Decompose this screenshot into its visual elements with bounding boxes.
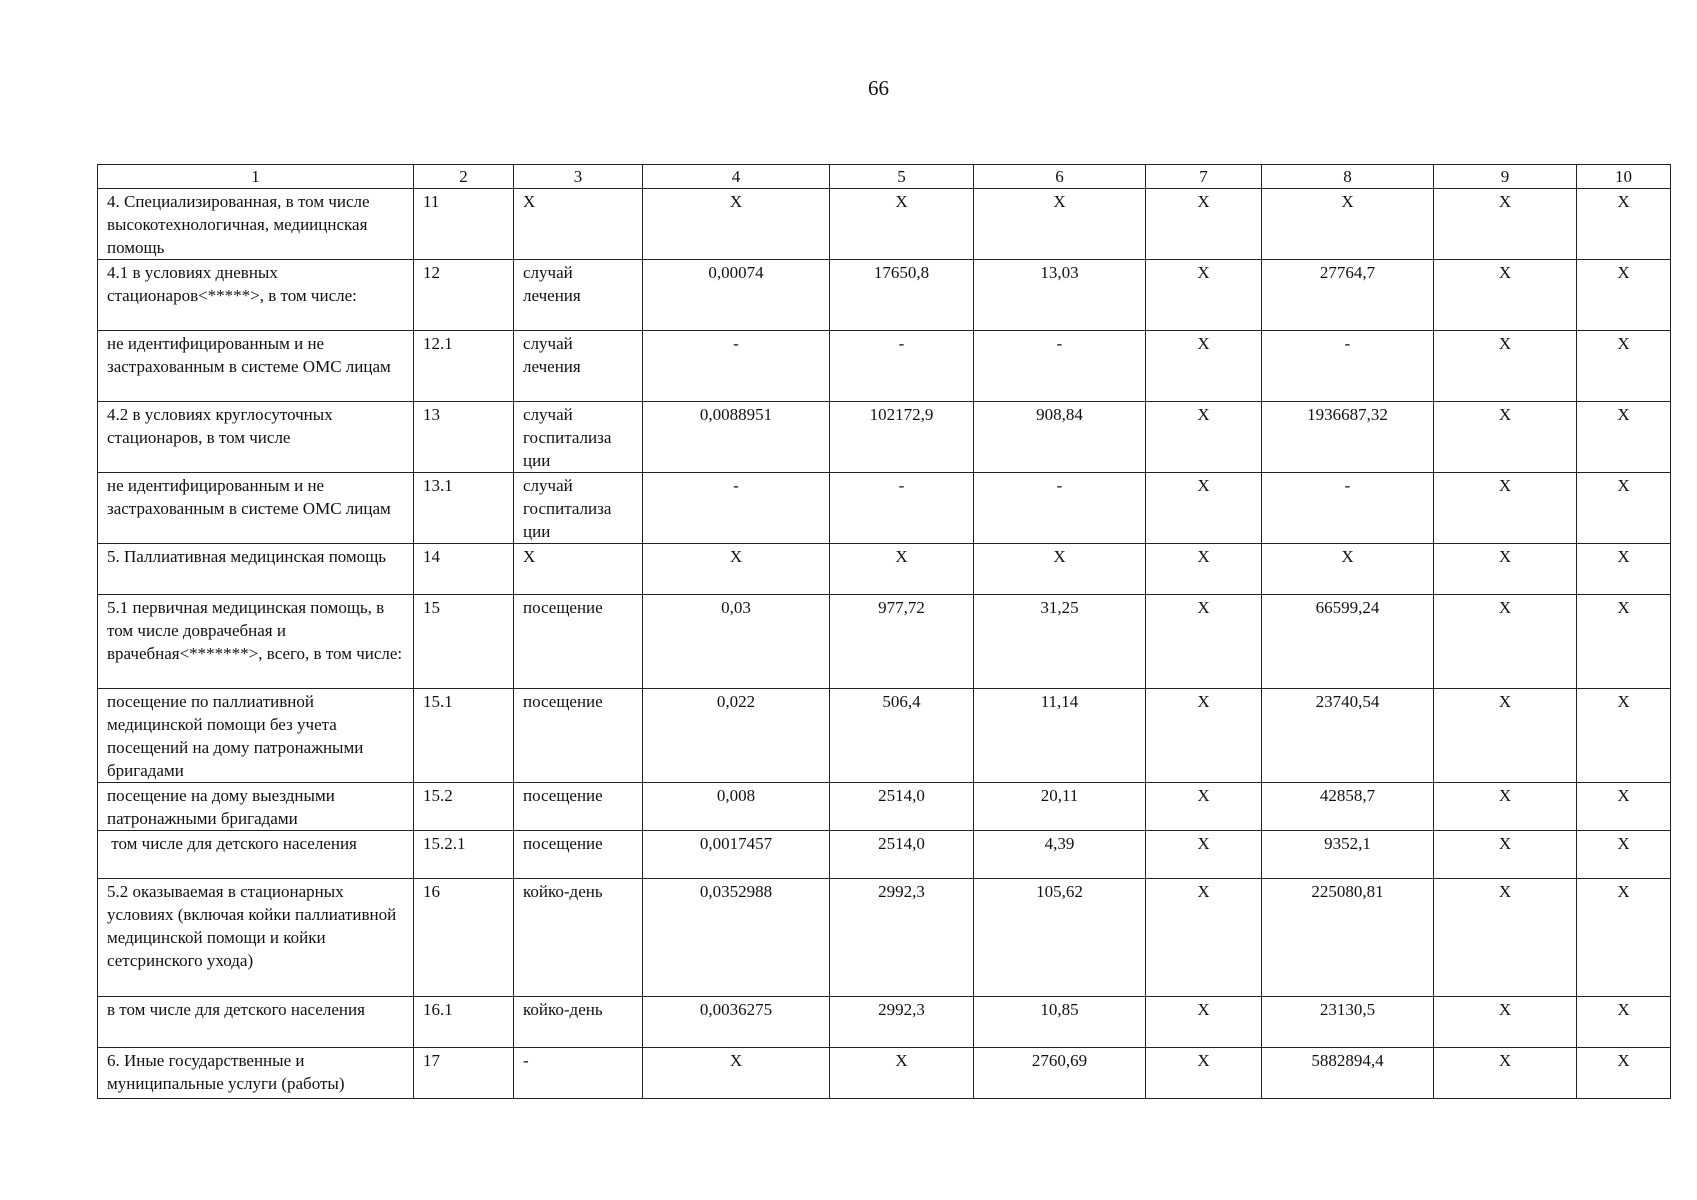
cell-col-4: 0,0017457	[643, 831, 830, 879]
column-header-8: 8	[1262, 165, 1434, 189]
cell-col-9: Х	[1434, 402, 1577, 473]
cell-row-number: 15	[414, 595, 514, 689]
cell-col-8: -	[1262, 331, 1434, 402]
cell-col-6: 908,84	[974, 402, 1146, 473]
cell-row-number: 13	[414, 402, 514, 473]
cell-unit: посещение	[514, 831, 643, 879]
cell-name: в том числе для детского населения	[98, 997, 414, 1048]
cell-col-7: Х	[1146, 997, 1262, 1048]
cell-col-9: Х	[1434, 831, 1577, 879]
cell-col-7: Х	[1146, 783, 1262, 831]
table-row	[98, 402, 1671, 473]
cell-col-10: Х	[1577, 331, 1671, 402]
cell-col-8: -	[1262, 473, 1434, 544]
cell-col-8: 225080,81	[1262, 879, 1434, 997]
cell-name: 5.1 первичная медицинская помощь, в том числе доврачебная и врачебная<*******>, всего, в том числе:	[98, 595, 414, 689]
cell-unit: случай госпитализа ции	[514, 473, 643, 544]
table-row	[98, 879, 1671, 997]
cell-col-5: 2514,0	[830, 783, 974, 831]
cell-col-8: 42858,7	[1262, 783, 1434, 831]
cell-col-9: Х	[1434, 473, 1577, 544]
cell-col-5: Х	[830, 1048, 974, 1099]
cell-col-9: Х	[1434, 189, 1577, 260]
cell-col-4: 0,022	[643, 689, 830, 783]
cell-col-10: Х	[1577, 1048, 1671, 1099]
cell-col-10: Х	[1577, 402, 1671, 473]
cell-col-5: Х	[830, 544, 974, 595]
column-header-9: 9	[1434, 165, 1577, 189]
cell-name: 6. Иные государственные и муниципальные услуги (работы)	[98, 1048, 414, 1099]
cell-col-9: Х	[1434, 260, 1577, 331]
table-row	[98, 331, 1671, 402]
cell-col-8: Х	[1262, 189, 1434, 260]
column-header-3: 3	[514, 165, 643, 189]
cell-unit: -	[514, 1048, 643, 1099]
cell-col-6: 13,03	[974, 260, 1146, 331]
cell-col-6: Х	[974, 189, 1146, 260]
cell-col-8: 9352,1	[1262, 831, 1434, 879]
cell-col-10: Х	[1577, 544, 1671, 595]
cell-col-8: Х	[1262, 544, 1434, 595]
cell-col-9: Х	[1434, 783, 1577, 831]
cell-col-5: 2992,3	[830, 879, 974, 997]
cell-name: посещение по паллиативной медицинской помощи без учета посещений на дому патронажными бригадами	[98, 689, 414, 783]
cell-col-10: Х	[1577, 189, 1671, 260]
cell-col-4: 0,0088951	[643, 402, 830, 473]
table-row	[98, 595, 1671, 689]
cell-col-8: 1936687,32	[1262, 402, 1434, 473]
cell-row-number: 11	[414, 189, 514, 260]
cell-col-7: Х	[1146, 595, 1262, 689]
cell-row-number: 16.1	[414, 997, 514, 1048]
cell-name: 5. Паллиативная медицинская помощь	[98, 544, 414, 595]
cell-col-7: Х	[1146, 331, 1262, 402]
cell-col-4: Х	[643, 544, 830, 595]
cell-col-9: Х	[1434, 331, 1577, 402]
cell-col-7: Х	[1146, 260, 1262, 331]
cell-col-8: 66599,24	[1262, 595, 1434, 689]
cell-col-9: Х	[1434, 595, 1577, 689]
cell-name: 4.1 в условиях дневных стационаров<*****>, в том числе:	[98, 260, 414, 331]
cell-col-10: Х	[1577, 595, 1671, 689]
cell-col-4: 0,03	[643, 595, 830, 689]
table-row	[98, 783, 1671, 831]
cell-col-5: 2992,3	[830, 997, 974, 1048]
cell-col-5: 2514,0	[830, 831, 974, 879]
cell-col-10: Х	[1577, 879, 1671, 997]
cell-name: том числе для детского населения	[98, 831, 414, 879]
column-header-4: 4	[643, 165, 830, 189]
cell-col-6: 105,62	[974, 879, 1146, 997]
cell-col-6: 2760,69	[974, 1048, 1146, 1099]
cell-col-5: 506,4	[830, 689, 974, 783]
cell-name: посещение на дому выездными патронажными бригадами	[98, 783, 414, 831]
cell-unit: случай лечения	[514, 260, 643, 331]
cell-unit: случай госпитализа ции	[514, 402, 643, 473]
cell-col-5: 102172,9	[830, 402, 974, 473]
cell-col-7: Х	[1146, 831, 1262, 879]
cell-unit: посещение	[514, 783, 643, 831]
cell-col-10: Х	[1577, 689, 1671, 783]
cell-col-8: 23740,54	[1262, 689, 1434, 783]
cell-row-number: 15.2	[414, 783, 514, 831]
cell-col-9: Х	[1434, 689, 1577, 783]
cell-col-7: Х	[1146, 1048, 1262, 1099]
cell-col-10: Х	[1577, 831, 1671, 879]
cell-col-7: Х	[1146, 189, 1262, 260]
table-row	[98, 997, 1671, 1048]
cell-col-9: Х	[1434, 544, 1577, 595]
cell-unit: случай лечения	[514, 331, 643, 402]
cell-unit: посещение	[514, 689, 643, 783]
cell-unit: Х	[514, 189, 643, 260]
cell-row-number: 15.1	[414, 689, 514, 783]
cell-col-9: Х	[1434, 879, 1577, 997]
cell-col-4: 0,0352988	[643, 879, 830, 997]
cell-col-4: 0,0036275	[643, 997, 830, 1048]
cell-col-7: Х	[1146, 879, 1262, 997]
cell-col-10: Х	[1577, 997, 1671, 1048]
cell-unit: койко-день	[514, 997, 643, 1048]
cell-name: 4. Специализированная, в том числе высокотехнологичная, медиицнская помощь	[98, 189, 414, 260]
table-row	[98, 544, 1671, 595]
cell-col-8: 23130,5	[1262, 997, 1434, 1048]
table-row	[98, 473, 1671, 544]
cell-col-10: Х	[1577, 260, 1671, 331]
cell-col-5: 17650,8	[830, 260, 974, 331]
cell-col-6: -	[974, 473, 1146, 544]
cell-col-8: 5882894,4	[1262, 1048, 1434, 1099]
cell-col-10: Х	[1577, 783, 1671, 831]
cell-col-6: 4,39	[974, 831, 1146, 879]
cell-name: не идентифицированным и не застрахованным в системе ОМС лицам	[98, 331, 414, 402]
cell-col-9: Х	[1434, 1048, 1577, 1099]
table-row	[98, 1048, 1671, 1099]
cell-name: 5.2 оказываемая в стационарных условиях (включая койки паллиативной медицинской помощи и койки сетсринского ухода)	[98, 879, 414, 997]
cell-col-4: Х	[643, 1048, 830, 1099]
cell-col-7: Х	[1146, 689, 1262, 783]
cell-unit: Х	[514, 544, 643, 595]
cell-unit: посещение	[514, 595, 643, 689]
cell-col-6: 10,85	[974, 997, 1146, 1048]
table-row	[98, 689, 1671, 783]
cell-row-number: 14	[414, 544, 514, 595]
cell-col-7: Х	[1146, 473, 1262, 544]
cell-col-5: -	[830, 473, 974, 544]
cell-col-10: Х	[1577, 473, 1671, 544]
cell-row-number: 16	[414, 879, 514, 997]
cell-row-number: 15.2.1	[414, 831, 514, 879]
cell-name: 4.2 в условиях круглосуточных стационаров, в том числе	[98, 402, 414, 473]
cell-col-7: Х	[1146, 544, 1262, 595]
header-row	[98, 165, 1671, 189]
cell-row-number: 12	[414, 260, 514, 331]
column-header-7: 7	[1146, 165, 1262, 189]
table-row	[98, 831, 1671, 879]
cell-col-8: 27764,7	[1262, 260, 1434, 331]
cell-col-5: -	[830, 331, 974, 402]
cell-col-7: Х	[1146, 402, 1262, 473]
cell-row-number: 12.1	[414, 331, 514, 402]
cell-col-6: 31,25	[974, 595, 1146, 689]
page-number: 66	[868, 76, 889, 100]
cell-col-4: -	[643, 331, 830, 402]
cell-col-5: 977,72	[830, 595, 974, 689]
cell-col-4: -	[643, 473, 830, 544]
cell-col-5: Х	[830, 189, 974, 260]
cell-col-6: 20,11	[974, 783, 1146, 831]
cell-row-number: 17	[414, 1048, 514, 1099]
cell-col-6: -	[974, 331, 1146, 402]
data-table	[97, 164, 1671, 1099]
cell-col-4: 0,008	[643, 783, 830, 831]
column-header-5: 5	[830, 165, 974, 189]
cell-unit: койко-день	[514, 879, 643, 997]
cell-row-number: 13.1	[414, 473, 514, 544]
cell-col-4: Х	[643, 189, 830, 260]
column-header-10: 10	[1577, 165, 1671, 189]
column-header-6: 6	[974, 165, 1146, 189]
column-header-2: 2	[414, 165, 514, 189]
cell-col-4: 0,00074	[643, 260, 830, 331]
column-header-1: 1	[98, 165, 414, 189]
table-row	[98, 189, 1671, 260]
cell-col-9: Х	[1434, 997, 1577, 1048]
cell-name: не идентифицированным и не застрахованным в системе ОМС лицам	[98, 473, 414, 544]
cell-col-6: Х	[974, 544, 1146, 595]
table-row	[98, 260, 1671, 331]
cell-col-6: 11,14	[974, 689, 1146, 783]
